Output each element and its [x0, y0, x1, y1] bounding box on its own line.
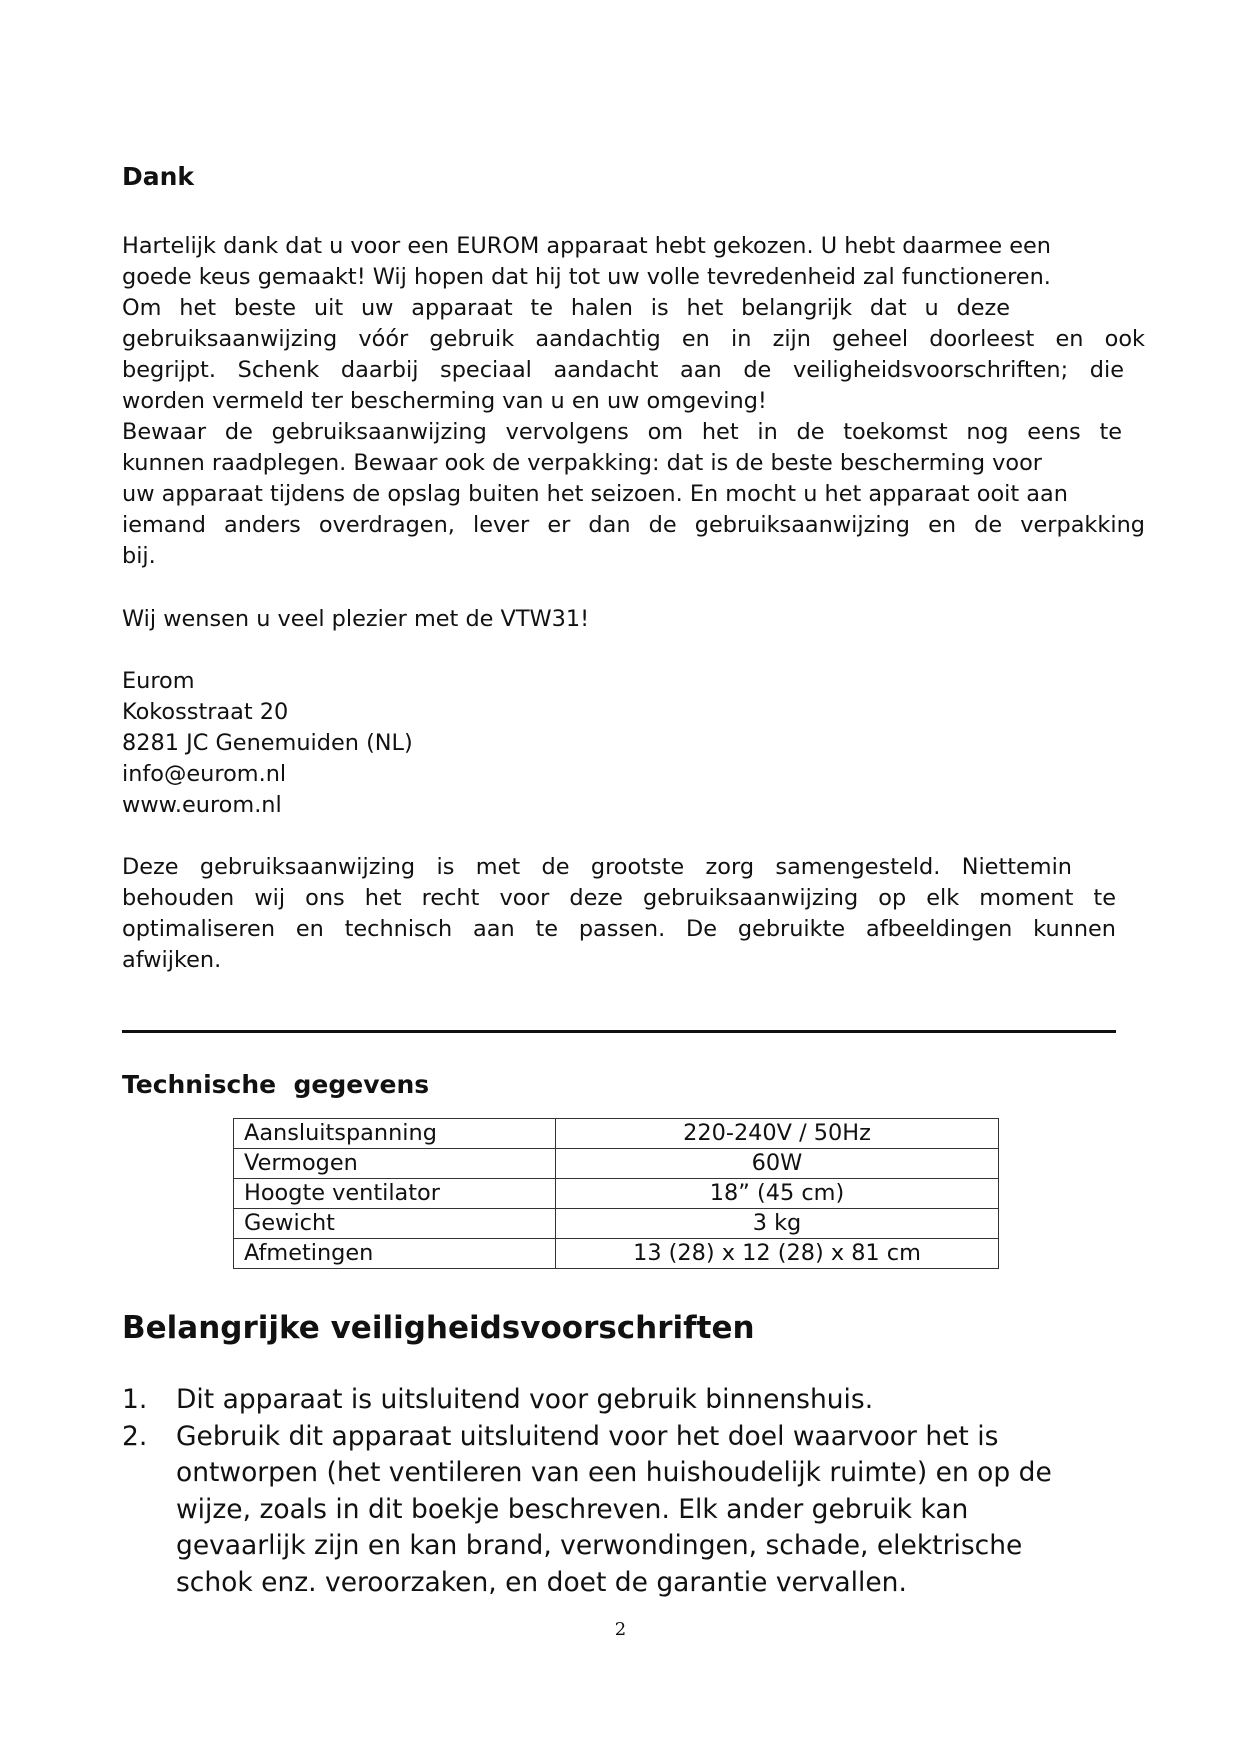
safety-rules-list [122, 1382, 1052, 1601]
section-title-dank: Dank [122, 162, 195, 191]
disclaimer-line: Deze gebruiksaanwijzing is met de grootste zorg samengesteld. Niettemin [122, 854, 1072, 880]
disclaimer-line: behouden wij ons het recht voor deze gebruiksaanwijzing op elk moment te [122, 885, 1116, 911]
spec-label: Gewicht [234, 1209, 556, 1239]
intro-line: iemand anders overdragen, lever er dan de gebruiksaanwijzing en de verpakking [122, 512, 1145, 538]
website-address: www.eurom.nl [122, 792, 282, 818]
spec-value: 18” (45 cm) [556, 1179, 999, 1209]
intro-paragraph [122, 231, 1145, 572]
company-name: Eurom [122, 668, 195, 694]
rule-line: ontworpen (het ventileren van een huishoudelijk ruimte) en op de [176, 1457, 1052, 1488]
section-title-safety: Belangrijke veiligheidsvoorschriften [122, 1310, 755, 1346]
rule-line: Dit apparaat is uitsluitend voor gebruik binnenshuis. [176, 1384, 874, 1415]
rule-line: wijze, zoals in dit boekje beschreven. Elk ander gebruik kan [176, 1493, 969, 1525]
rule-line: schok enz. veroorzaken, en doet de garantie vervallen. [176, 1566, 907, 1598]
table-row [234, 1179, 999, 1209]
rule-line: Gebruik dit apparaat uitsluitend voor het doel waarvoor het is [176, 1420, 999, 1452]
intro-line: Hartelijk dank dat u voor een EUROM apparaat hebt gekozen. U hebt daarmee een [122, 233, 1051, 259]
table-row [234, 1149, 999, 1179]
spec-value: 60W [556, 1149, 999, 1179]
list-item [122, 1382, 1052, 1419]
intro-line: gebruiksaanwijzing vóór gebruik aandachtig en in zijn geheel doorleest en ook [122, 326, 1145, 352]
wish-line [122, 604, 589, 635]
wish-text: Wij wensen u veel plezier met de VTW31! [122, 606, 590, 632]
city-address: 8281 JC Genemuiden (NL) [122, 730, 413, 756]
spec-label: Aansluitspanning [234, 1119, 556, 1149]
rule-line: gevaarlijk zijn en kan brand, verwondingen, schade, elektrische [176, 1530, 1023, 1561]
intro-line: uw apparaat tijdens de opslag buiten het seizoen. En mocht u het apparaat ooit aan [122, 481, 1068, 507]
spec-label: Afmetingen [234, 1239, 556, 1269]
table-row [234, 1239, 999, 1269]
list-number: 1. [122, 1384, 148, 1415]
intro-line: worden vermeld ter bescherming van u en uw omgeving! [122, 388, 767, 414]
intro-line: bij. [122, 543, 156, 569]
disclaimer-paragraph [122, 852, 1116, 976]
section-title-technical: Technische gegevens [122, 1070, 430, 1099]
intro-line: Bewaar de gebruiksaanwijzing vervolgens om het in de toekomst nog eens te [122, 419, 1122, 445]
spec-label: Hoogte ventilator [234, 1179, 556, 1209]
email-address: info@eurom.nl [122, 761, 287, 787]
table-row [234, 1209, 999, 1239]
intro-line: goede keus gemaakt! Wij hopen dat hij tot uw volle tevredenheid zal functioneren. [122, 264, 1051, 290]
street-address: Kokosstraat 20 [122, 699, 289, 725]
page-number: 2 [614, 1619, 627, 1640]
address-block [122, 666, 413, 821]
list-number: 2. [122, 1420, 148, 1452]
intro-line: kunnen raadplegen. Bewaar ook de verpakking: dat is de beste bescherming voor [122, 450, 1043, 476]
table-row [234, 1119, 999, 1149]
spec-value: 13 (28) x 12 (28) x 81 cm [556, 1239, 999, 1269]
section-divider [122, 1030, 1116, 1033]
list-item [122, 1419, 1052, 1602]
disclaimer-line: optimaliseren en technisch aan te passen. De gebruikte afbeeldingen kunnen [122, 916, 1116, 942]
spec-value: 220-240V / 50Hz [556, 1119, 999, 1149]
intro-line: Om het beste uit uw apparaat te halen is het belangrijk dat u deze [122, 295, 1010, 321]
specifications-table [233, 1118, 999, 1269]
disclaimer-line: afwijken. [122, 947, 222, 973]
spec-value: 3 kg [556, 1209, 999, 1239]
spec-label: Vermogen [234, 1149, 556, 1179]
intro-line: begrijpt. Schenk daarbij speciaal aandacht aan de veiligheidsvoorschriften; die [122, 357, 1124, 383]
